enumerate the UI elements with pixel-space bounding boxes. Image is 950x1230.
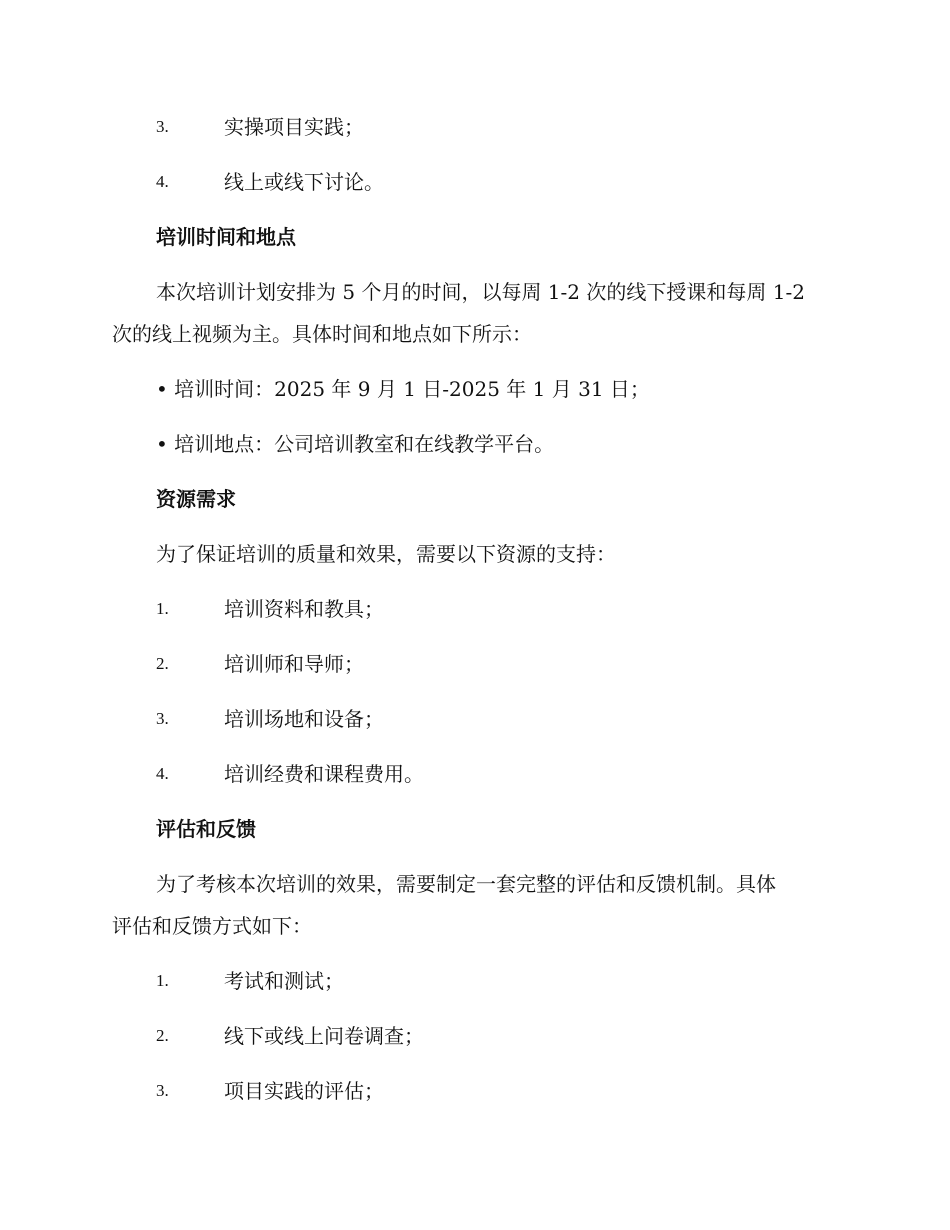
list-number: 2. (156, 1026, 169, 1045)
list-item-text: 实操项目实践； (224, 115, 364, 139)
list-item-text: 项目实践的评估； (224, 1079, 384, 1103)
list-number: 4. (156, 172, 169, 191)
list-number: 3. (156, 709, 169, 728)
list-item-text: 线下或线上问卷调查； (224, 1024, 424, 1048)
paragraph-text: 次的线上视频为主。具体时间和地点如下所示： (112, 322, 532, 346)
paragraph-text: 为了考核本次培训的效果，需要制定一套完整的评估和反馈机制。具体 (156, 872, 776, 896)
list-number: 1. (156, 971, 169, 990)
list-number: 3. (156, 1081, 169, 1100)
paragraph-text: 本次培训计划安排为 5 个月的时间，以每周 1-2 次的线下授课和每周 1-2 (156, 280, 805, 304)
list-number: 3. (156, 117, 169, 136)
list-item-text: 培训场地和设备； (224, 707, 384, 731)
list-item-text: 培训师和导师； (224, 652, 364, 676)
list-item-text: 培训经费和课程费用。 (224, 762, 424, 786)
list-item-text: 考试和测试； (224, 969, 344, 993)
list-number: 4. (156, 764, 169, 783)
list-number: 1. (156, 599, 169, 618)
bullet-text: • 培训地点：公司培训教室和在线教学平台。 (156, 432, 555, 456)
list-item-text: 培训资料和教具； (224, 597, 384, 621)
bullet-text: • 培训时间：2025 年 9 月 1 日-2025 年 1 月 31 日； (156, 377, 650, 401)
heading-text: 资源需求 (156, 487, 236, 511)
paragraph-text: 为了保证培训的质量和效果，需要以下资源的支持： (156, 542, 616, 566)
heading-text: 评估和反馈 (156, 817, 256, 841)
heading-text: 培训时间和地点 (156, 225, 296, 249)
paragraph-text: 评估和反馈方式如下： (112, 914, 312, 938)
list-item-text: 线上或线下讨论。 (224, 170, 384, 194)
list-number: 2. (156, 654, 169, 673)
